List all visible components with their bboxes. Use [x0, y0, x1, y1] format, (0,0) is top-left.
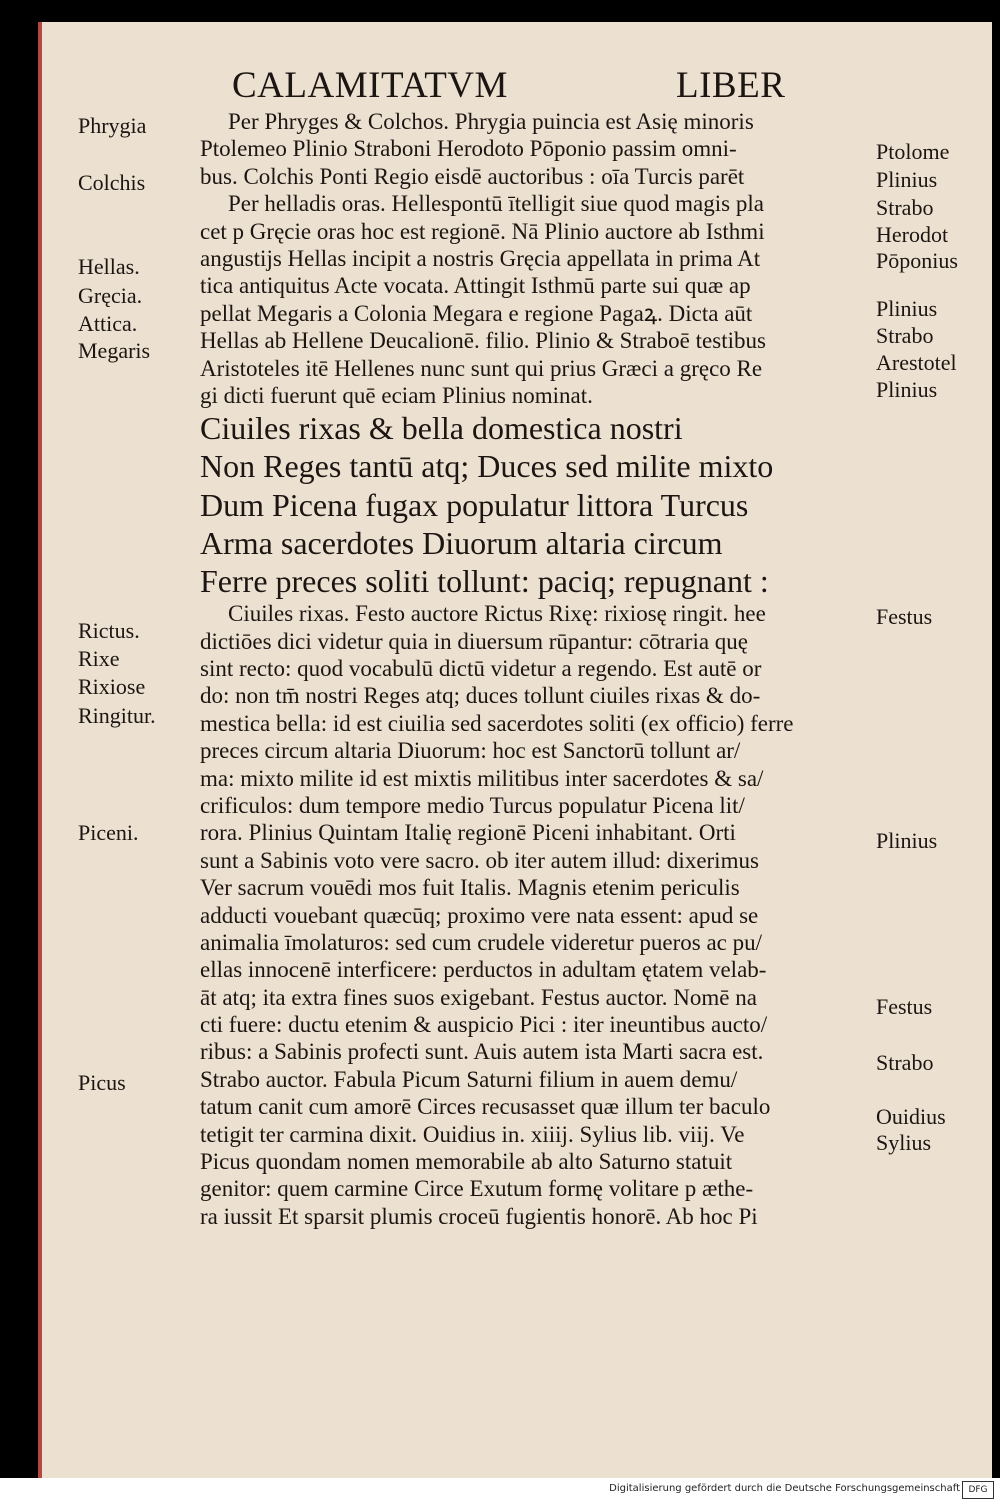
- text-line: pellat Megaris a Colonia Megara e regione Pagaꝝ. Dicta aūt: [200, 300, 753, 326]
- commentary-line: sunt a Sabinis voto vere sacro. ob iter autem illud: dixerimus: [200, 847, 759, 873]
- margin-note-right: Festus: [876, 994, 933, 1019]
- margin-note-right: Ouidius: [876, 1104, 946, 1129]
- footer-bar: [0, 1478, 1000, 1501]
- margin-note-left: Rixiose: [78, 674, 146, 699]
- commentary-line: ra iussit Et sparsit plumis croceū fugientis honorē. Ab hoc Pi: [200, 1203, 758, 1229]
- text-line: angustijs Hellas incipit a nostris Gręcia appellata in prima At: [200, 245, 761, 271]
- verse-line: Non Reges tantū atq; Duces sed milite mixto: [200, 448, 774, 485]
- commentary-line: animalia īmolaturos: sed cum crudele videretur pueros ac pu/: [200, 929, 763, 955]
- margin-note-right: Plinius: [876, 296, 938, 321]
- commentary-line: ma: mixto milite id est mixtis militibus inter sacerdotes & sa/: [200, 765, 764, 791]
- commentary-line: mestica bella: id est ciuilia sed sacerdotes soliti (ex officio) ferre: [200, 710, 794, 736]
- verse-line: Ciuiles rixas & bella domestica nostri: [200, 410, 683, 447]
- dfg-logo-icon: DFG: [962, 1481, 994, 1499]
- margin-note-left: Picus: [78, 1070, 126, 1095]
- margin-note-left: Colchis: [78, 170, 146, 195]
- verse-line: Dum Picena fugax populatur littora Turcus: [200, 486, 749, 523]
- margin-note-right: Pōponius: [876, 248, 958, 273]
- running-header-right: LIBER: [676, 65, 786, 106]
- verse-line: Arma sacerdotes Diuorum altaria circum: [200, 524, 723, 561]
- commentary-line: sint recto: quod vocabulū dictū videtur a regendo. Est autē or: [200, 656, 762, 682]
- text-line: Hellas ab Hellene Deucalionē. filio. Plinio & Straboē testibus: [200, 328, 766, 354]
- commentary-line: cti fuere: ductu etenim & auspicio Pici : iter ineuntibus aucto/: [200, 1012, 768, 1038]
- text-line: tica antiquitus Acte vocata. Attingit Isthmū parte sui quæ ap: [200, 273, 751, 299]
- commentary-line: genitor: quem carmine Circe Exutum formę volitare p æthe-: [200, 1176, 754, 1202]
- text-line: Ptolemeo Plinio Straboni Herodoto Pōponio passim omni-: [200, 136, 737, 162]
- margin-note-right: Ptolome: [876, 139, 950, 164]
- text-line: cet p Gręcie oras hoc est regionē. Nā Plinio auctore ab Isthmi: [200, 218, 765, 244]
- margin-note-right: Strabo: [876, 1050, 934, 1075]
- margin-note-right: Plinius: [876, 377, 938, 402]
- margin-note-left: Piceni.: [78, 820, 139, 845]
- commentary-line: crificulos: dum tempore medio Turcus populatur Picena lit/: [200, 792, 745, 818]
- text-line: Per Phryges & Colchos. Phrygia puincia est Asię minoris: [228, 109, 754, 134]
- commentary-line: ellas innocenē interficere: perductos in adultam ętatem velab-: [200, 957, 767, 983]
- margin-note-right: Strabo: [876, 323, 934, 348]
- margin-note-right: Sylius: [876, 1130, 932, 1155]
- margin-note-left: Rictus.: [78, 618, 140, 643]
- margin-note-left: Megaris: [78, 338, 151, 363]
- commentary-line: ribus: a Sabinis profecti sunt. Auis autem ista Marti sacra est.: [200, 1039, 764, 1065]
- running-header-left: CALAMITATVM: [232, 65, 508, 106]
- commentary-line: rora. Plinius Quintam Italię regionē Piceni inhabitant. Orti: [200, 820, 736, 846]
- margin-note-left: Hellas.: [78, 254, 140, 279]
- text-line: Aristoteles itē Hellenes nunc sunt qui prius Græci a gręco Re: [200, 355, 763, 381]
- commentary-line: adducti vouebant quæcūq; proximo vere nata essent: apud se: [200, 902, 759, 928]
- commentary-line: dictiōes dici videtur quia in diuersum rūpantur: cōtraria quę: [200, 628, 749, 654]
- commentary-line: Picus quondam nomen memorabile ab alto Saturno statuit: [200, 1149, 733, 1175]
- commentary-line: tatum canit cum amorē Circes recusasset quæ illum ter baculo: [200, 1094, 771, 1120]
- commentary-line: Strabo auctor. Fabula Picum Saturni filium in auem demu/: [200, 1066, 738, 1092]
- margin-note-left: Rixe: [78, 646, 120, 671]
- margin-note-right: Plinius: [876, 828, 938, 853]
- margin-note-right: Plinius: [876, 167, 938, 192]
- margin-note-left: Gręcia.: [78, 283, 143, 308]
- main-text-block: [200, 108, 865, 1230]
- margin-note-left: Attica.: [78, 311, 138, 336]
- text-line: Per helladis oras. Hellespontū ītelligit siue quod magis pla: [228, 191, 764, 217]
- margin-note-right: Festus: [876, 604, 933, 629]
- margin-note-right: Herodot: [876, 222, 949, 247]
- margin-note-right: Arestotel: [876, 350, 957, 375]
- margin-note-left: Phrygia: [78, 113, 147, 138]
- commentary-line: Ciuiles rixas. Festo auctore Rictus Rixę: rixiosę ringit. hee: [228, 601, 766, 627]
- text-line: bus. Colchis Ponti Regio eisdē auctoribus : oīa Turcis parēt: [200, 163, 745, 189]
- commentary-line: do: non tm̄ nostri Reges atq; duces tollunt ciuiles rixas & do-: [200, 683, 761, 709]
- commentary-line: Ver sacrum vouēdi mos fuit Italis. Magnis etenim periculis: [200, 875, 740, 901]
- margin-note-right: Strabo: [876, 195, 934, 220]
- commentary-line: preces circum altaria Diuorum: hoc est Sanctorū tollunt ar/: [200, 738, 741, 764]
- funding-credit: Digitalisierung gefördert durch die Deutsche Forschungsgemeinschaft: [609, 1483, 960, 1494]
- commentary-line: tetigit ter carmina dixit. Ouidius in. xiiij. Sylius lib. viij. Ve: [200, 1121, 745, 1147]
- text-line: gi dicti fuerunt quē eciam Plinius nominat.: [200, 382, 593, 408]
- page-edge: [38, 22, 42, 1478]
- margin-note-left: Ringitur.: [78, 703, 156, 728]
- commentary-line: āt atq; ita extra fines suos exigebant. Festus auctor. Nomē na: [200, 984, 757, 1010]
- verse-line: Ferre preces soliti tollunt: paciq; repugnant :: [200, 563, 769, 600]
